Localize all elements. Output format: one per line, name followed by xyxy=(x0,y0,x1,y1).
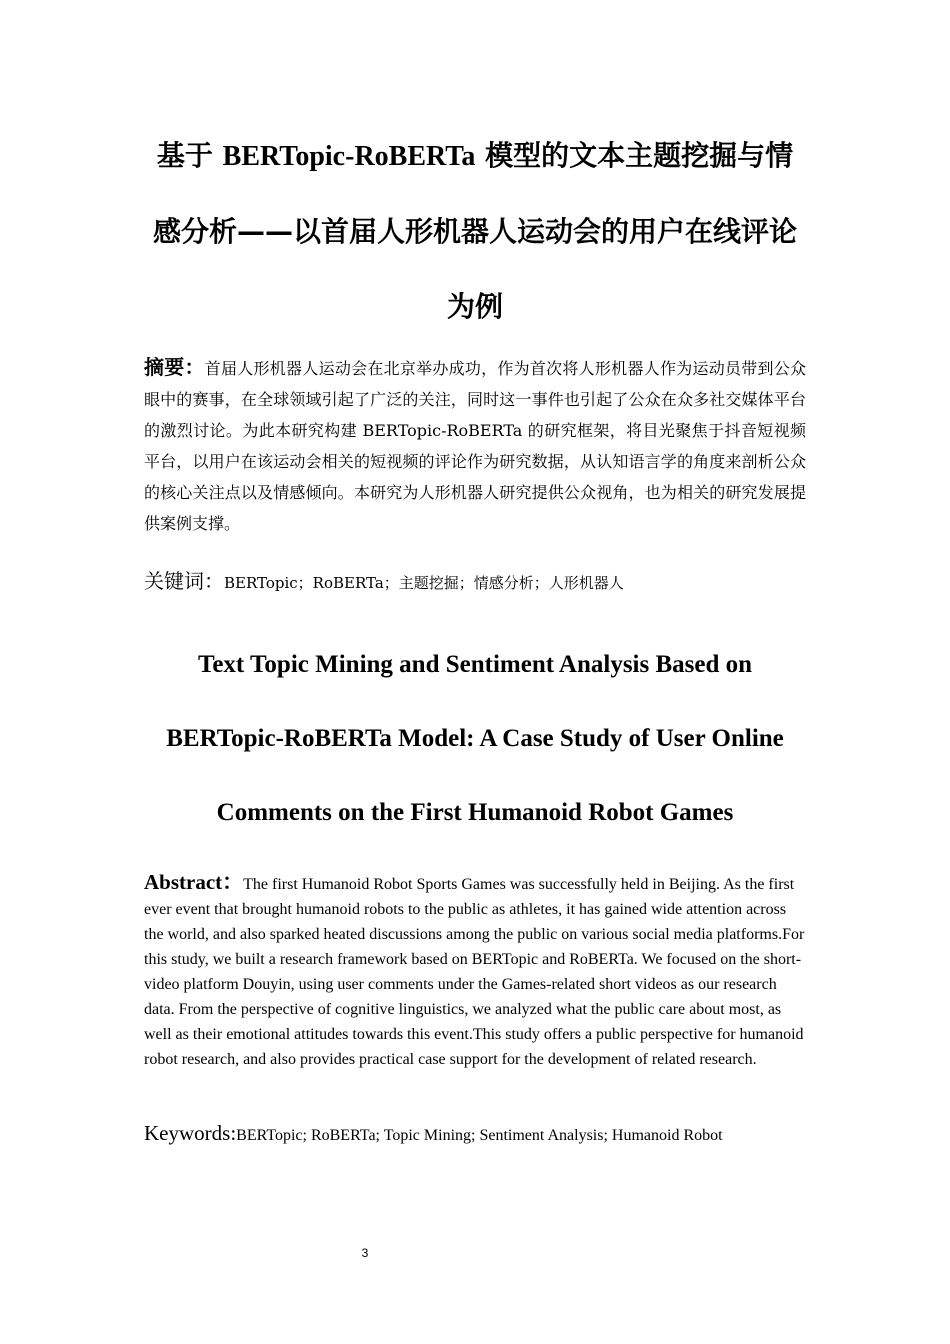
english-keywords-text: BERTopic; RoBERTa; Topic Mining; Sentiment Analysis; Humanoid Robot xyxy=(236,1127,723,1144)
chinese-abstract-text: 首届人形机器人运动会在北京举办成功，作为首次将人形机器人作为运动员带到公众眼中的赛事，在全球领域引起了广泛的关注，同时这一事件也引起了公众在众多社交媒体平台的激烈讨论。为此本研究构建 BERTopic-RoBERTa 的研究框架，将目光聚焦于抖音短视频平台，以用户在该运动会相关的短视频的评论作为研究数据，从认知语言学的角度来剖析公众的核心关注点以及情感倾向。本研究为人形机器人研究提供公众视角，也为相关的研究发展提供案例支撑。 xyxy=(144,359,806,533)
chinese-title-line-2: 感分析——以首届人形机器人运动会的用户在线评论 xyxy=(152,215,797,248)
chinese-title-line-1-pre: 基于 xyxy=(156,139,223,172)
page-number: 3 xyxy=(361,1246,369,1260)
english-abstract-text: The first Humanoid Robot Sports Games was successfully held in Beijing. As the first ever event that brought humanoid robots to the public as athletes, it has gained wide attention across the world, and also sparked heated discussions among the public on various social media platforms.For this study, we built a research framework based on BERTopic and RoBERTa. We focused on the short-video platform Douyin, using user comments under the Games-related short videos as our research data. From the perspective of cognitive linguistics, we analyzed what the public care about most, as well as their emotional attitudes towards this event.This study offers a public perspective for humanoid robot research, and also provides practical case support for the development of related research. xyxy=(144,876,805,1068)
chinese-title-line-3: 为例 xyxy=(446,290,503,323)
english-keywords-label: Keywords: xyxy=(144,1121,237,1145)
chinese-abstract-label: 摘要： xyxy=(144,355,205,379)
english-title xyxy=(144,628,806,850)
chinese-keywords-text: BERTopic；RoBERTa；主题挖掘；情感分析；人形机器人 xyxy=(224,574,624,592)
chinese-title-line-1 xyxy=(144,118,806,194)
chinese-keywords xyxy=(144,566,806,598)
english-title-line-3: Comments on the First Humanoid Robot Games xyxy=(216,799,734,826)
english-title-line-2: BERTopic-RoBERTa Model: A Case Study of User Online xyxy=(166,725,784,752)
chinese-title-line-1-model: BERTopic-RoBERTa xyxy=(222,141,476,172)
chinese-keywords-label: 关键词： xyxy=(144,569,224,593)
chinese-title-line-1-post: 模型的文本主题挖掘与情 xyxy=(475,139,794,172)
english-keywords xyxy=(144,1118,806,1151)
english-abstract-label: Abstract： xyxy=(144,870,244,894)
chinese-abstract xyxy=(144,352,806,539)
english-title-line-1: Text Topic Mining and Sentiment Analysis Based on xyxy=(197,651,753,678)
english-abstract xyxy=(144,870,806,1072)
chinese-title xyxy=(144,118,806,344)
